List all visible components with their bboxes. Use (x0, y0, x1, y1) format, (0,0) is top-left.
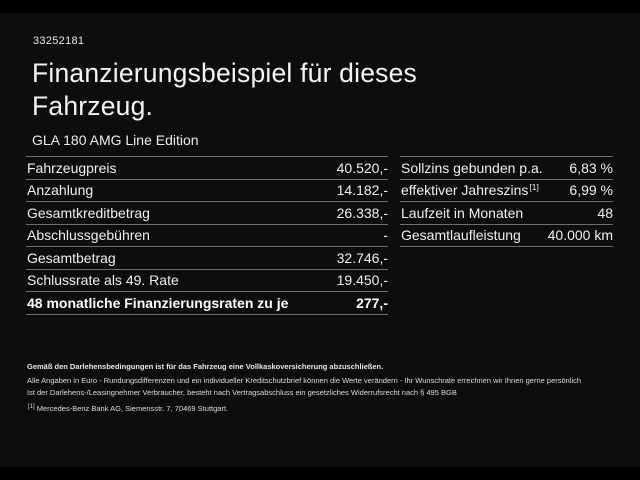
fine-print-bank-footnote: [1] Mercedes-Benz Bank AG, Siemensstr. 7, 70469 Stuttgart. (28, 403, 229, 413)
footnote-marker: [1] (28, 403, 35, 410)
row-value: 277,- (356, 294, 388, 311)
row-value: 32.746,- (336, 249, 388, 266)
row-label: Gesamtlaufleistung (401, 227, 521, 244)
table-row (26, 156, 388, 179)
row-label: Laufzeit in Monaten (401, 204, 524, 221)
footnote-marker: [1] (529, 181, 539, 192)
table-row (400, 224, 613, 248)
table-row (400, 201, 613, 224)
legal-fine-print (27, 362, 616, 414)
row-value: 40.520,- (336, 159, 388, 176)
table-row (26, 246, 388, 269)
row-label: Fahrzeugpreis (27, 159, 117, 176)
row-label: 48 monatliche Finanzierungsraten zu je (27, 294, 289, 311)
listing-ref-number: 33252181 (33, 35, 85, 47)
page-title: Finanzierungsbeispiel für dieses Fahrzeug. (32, 58, 417, 121)
row-value: 26.338,- (336, 204, 388, 221)
row-value: 40.000 km (547, 227, 613, 244)
row-value: - (383, 227, 388, 244)
row-value: 19.450,- (336, 272, 388, 289)
row-label: Schlussrate als 49. Rate (27, 272, 179, 289)
table-row (26, 224, 388, 247)
row-value: 14.182,- (336, 182, 388, 199)
row-label: Anzahlung (27, 182, 94, 199)
row-value: 6,83 % (569, 159, 613, 176)
table-row (400, 156, 613, 179)
table-row-monthly-rate (26, 291, 388, 315)
row-value: 6,99 % (569, 182, 613, 199)
row-value: 48 (597, 204, 613, 221)
table-row (26, 201, 388, 224)
fine-print-withdrawal-note: Ist der Darlehens-/Leasingnehmer Verbraucher, besteht nach Vertragsabschluss ein gesetzliches Widerrufsrecht nach § 495 BGB (27, 387, 457, 397)
vehicle-model-name: GLA 180 AMG Line Edition (32, 132, 199, 148)
table-row (26, 269, 388, 292)
table-row (26, 179, 388, 202)
row-label: effektiver Jahreszins[1] (401, 181, 539, 199)
row-label: Abschlussgebühren (27, 227, 150, 244)
financing-terms-table (400, 156, 613, 247)
financing-example-panel (0, 13, 640, 467)
fine-print-disclaimer: Alle Angaben in Euro - Rundungsdifferenzen und ein individueller Kreditschutzbrief können die Werte verändern - Ihr Wunschrate errechnen wir Ihnen gerne persönlich (27, 375, 582, 385)
table-row (400, 179, 613, 202)
row-label: Sollzins gebunden p.a. (401, 159, 543, 176)
row-label: Gesamtkreditbetrag (27, 204, 150, 221)
financing-cost-table (26, 156, 388, 315)
row-label: Gesamtbetrag (27, 249, 116, 266)
fine-print-insurance-note: Gemäß den Darlehensbedingungen ist für das Fahrzeug eine Vollkaskoversicherung abzuschließen. (27, 362, 384, 371)
